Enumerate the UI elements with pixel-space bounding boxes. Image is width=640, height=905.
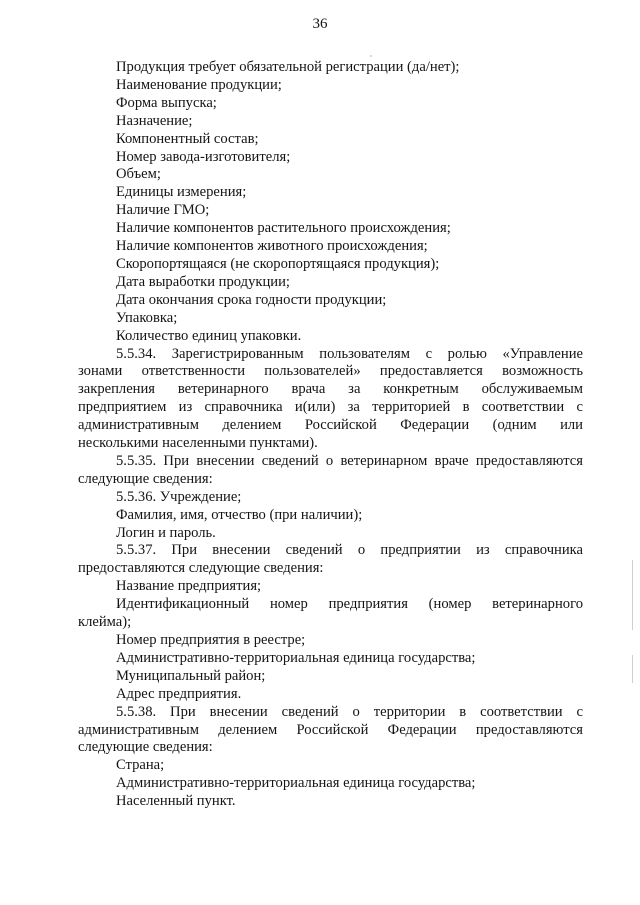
text-line: Скоропортящаяся (не скоропортящаяся продукция);: [116, 255, 440, 272]
text-line: Упаковка;: [116, 309, 178, 326]
scan-speck: [370, 55, 372, 57]
text-line: Единицы измерения;: [116, 184, 247, 201]
text-line: клейма);: [78, 614, 132, 631]
text-line: Объем;: [116, 166, 161, 183]
paragraph-5-5-35-line: следующие сведения:: [78, 470, 213, 487]
text-line: Адрес предприятия.: [116, 685, 242, 702]
text-line: Продукция требует обязательной регистрации (да/нет);: [116, 59, 460, 75]
paragraph-5-5-38-line: административным делением Российской Федерации предоставляются: [78, 721, 583, 738]
text-line: Наименование продукции;: [116, 76, 282, 93]
text-line: Компонентный состав;: [116, 130, 259, 147]
text-line: Название предприятия;: [116, 578, 262, 595]
paragraph-5-5-34-line: закрепления ветеринарного врача за конкретным обслуживаемым: [78, 381, 583, 398]
text-line: Административно-территориальная единица государства;: [116, 649, 476, 666]
paragraph-5-5-36-line: 5.5.36. Учреждение;: [116, 488, 242, 505]
paragraph-5-5-34-line: зонами ответственности пользователей» предоставляется возможность: [78, 363, 583, 380]
text-line: Фамилия, имя, отчество (при наличии);: [116, 506, 363, 523]
text-line: Номер предприятия в реестре;: [116, 632, 306, 648]
paragraph-5-5-37-line: предоставляются следующие сведения:: [78, 560, 324, 577]
paragraph-5-5-34-line: административным делением Российской Федерации (одним или: [78, 417, 583, 434]
text-line: Назначение;: [116, 112, 193, 129]
page-number: 36: [312, 16, 328, 32]
text-line: Дата окончания срока годности продукции;: [116, 291, 387, 308]
text-line: Дата выработки продукции;: [116, 273, 290, 290]
paragraph-5-5-37-line: 5.5.37. При внесении сведений о предприятии из справочника: [116, 542, 583, 559]
paragraph-5-5-38-line: следующие сведения:: [78, 739, 213, 756]
text-line: Логин и пароль.: [116, 524, 216, 541]
text-line: Номер завода-изготовителя;: [116, 148, 291, 165]
text-line: Идентификационный номер предприятия (номер ветеринарного: [116, 596, 583, 613]
text-line: Административно-территориальная единица государства;: [116, 775, 476, 792]
text-line: Наличие ГМО;: [116, 202, 210, 219]
text-line: Наличие компонентов животного происхождения;: [116, 238, 428, 255]
text-line: Страна;: [116, 757, 165, 774]
text-line: Форма выпуска;: [116, 94, 217, 111]
scan-edge-mark: [632, 560, 633, 630]
paragraph-5-5-35-line: 5.5.35. При внесении сведений о ветеринарном враче предоставляются: [116, 452, 583, 469]
text-line: Количество единиц упаковки.: [116, 327, 302, 344]
paragraph-5-5-38-line: 5.5.38. При внесении сведений о территории в соответствии с: [116, 703, 583, 720]
paragraph-5-5-34-line: несколькими населенными пунктами).: [78, 435, 318, 452]
paragraph-5-5-34-line: 5.5.34. Зарегистрированным пользователям с ролью «Управление: [116, 345, 583, 362]
page-body: [78, 59, 583, 811]
text-line: Наличие компонентов растительного происхождения;: [116, 220, 451, 237]
text-line: Муниципальный район;: [116, 667, 266, 684]
paragraph-5-5-34-line: предприятием из справочника и(или) за территорией в соответствии с: [78, 399, 583, 416]
scan-edge-mark: [632, 655, 633, 683]
text-line: Населенный пункт.: [116, 793, 236, 810]
